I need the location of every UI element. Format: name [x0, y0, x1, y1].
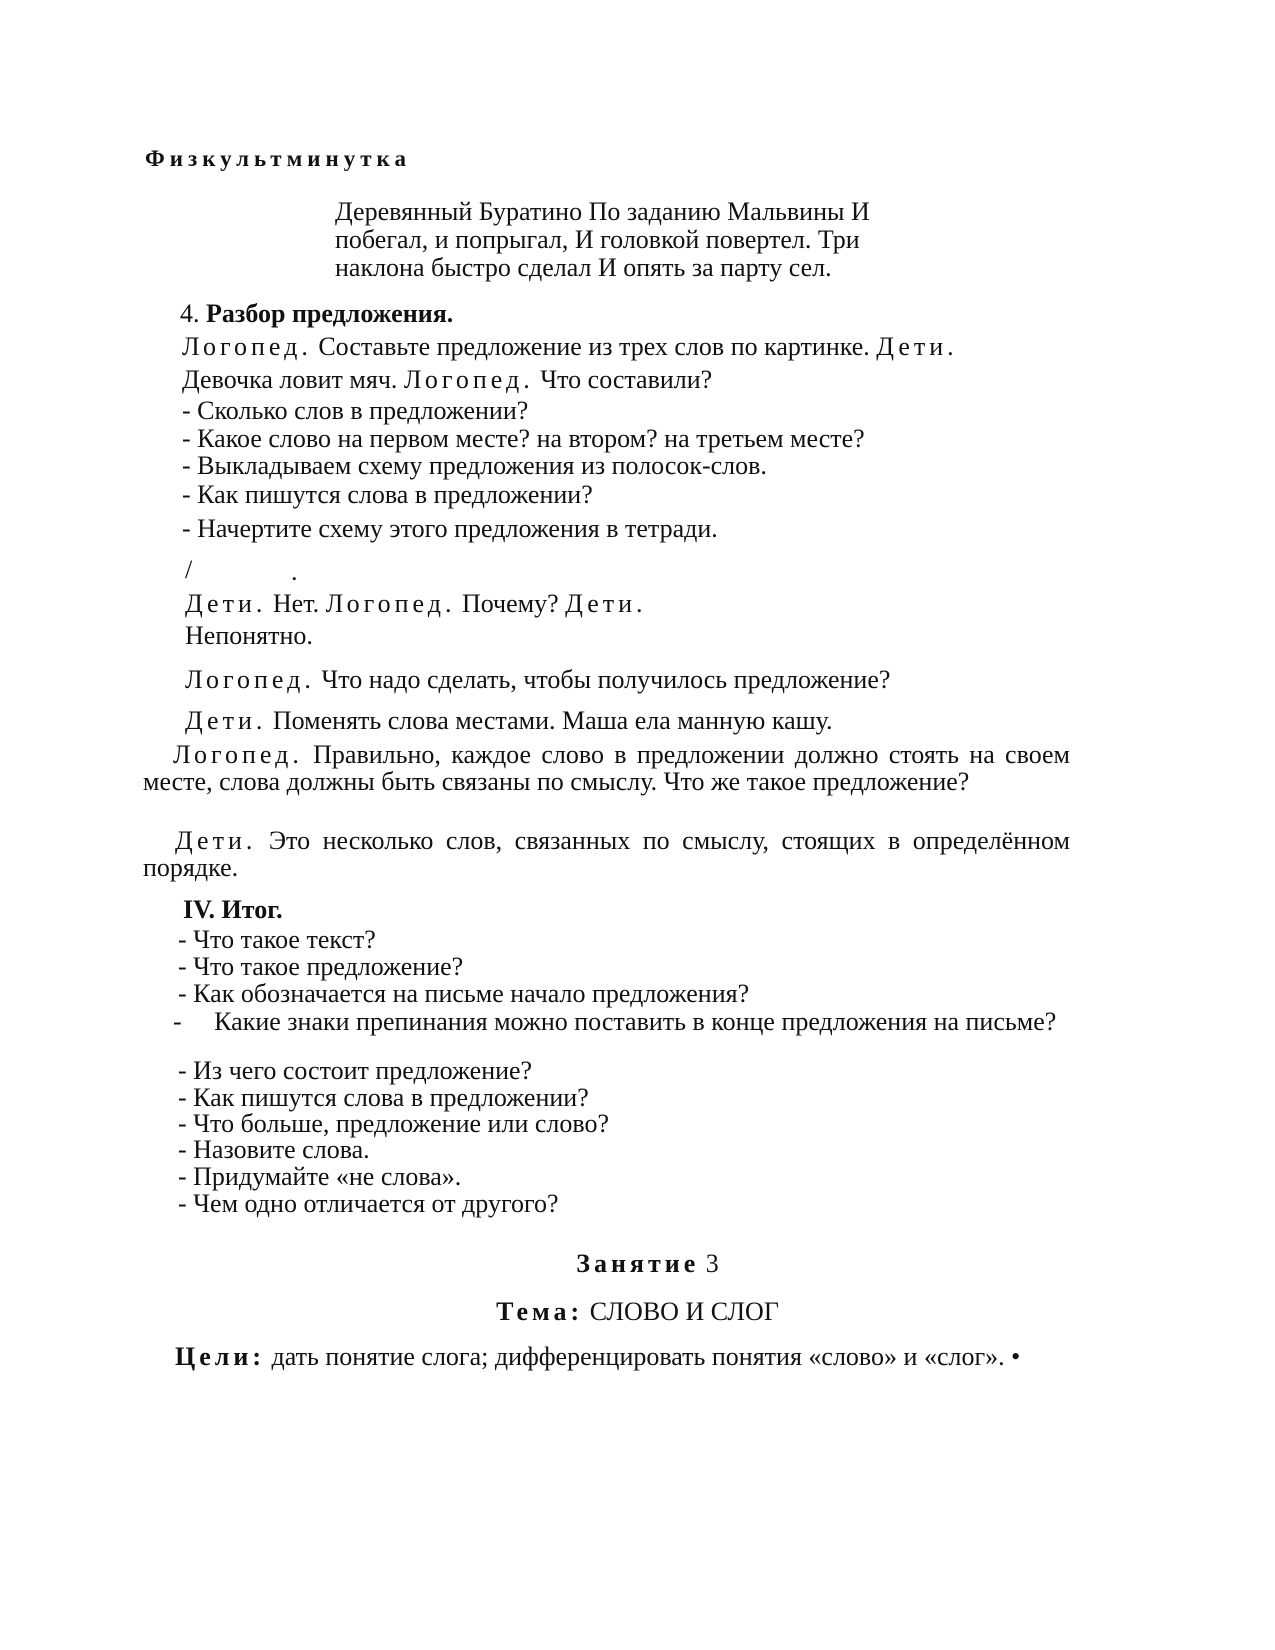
- summary-item: - Как пишутся слова в предложении?: [178, 1083, 589, 1112]
- section-4-heading: [180, 300, 453, 328]
- goals-paragraph: [143, 1343, 1070, 1370]
- question: - Сколько слов в предложении?: [182, 396, 529, 425]
- speaker: Логопед.: [403, 365, 534, 394]
- summary-item: - Как обозначается на письме начало предложения?: [178, 979, 750, 1008]
- section-number: 4.: [180, 299, 200, 328]
- speech: Что составили?: [540, 365, 713, 394]
- question: - Выкладываем схему предложения из полосок-слов.: [182, 451, 767, 480]
- speaker: Дети.: [175, 826, 257, 855]
- speaker: Логопед.: [325, 589, 456, 618]
- dialogue-line: [185, 707, 833, 735]
- summary-item: - Что такое текст?: [178, 925, 376, 954]
- lesson-number: 3: [705, 1249, 719, 1278]
- speaker: Дети.: [565, 589, 647, 618]
- speech: Непонятно.: [185, 621, 313, 650]
- scheme-slash: /: [185, 555, 193, 584]
- question: - Начертите схему этого предложения в тетради.: [182, 514, 718, 543]
- summary-heading: IV. Итог.: [183, 895, 283, 924]
- lesson-heading: [0, 1250, 1275, 1278]
- goals-label: Цели:: [175, 1342, 265, 1371]
- paragraph: [143, 827, 1070, 881]
- lesson-label: Занятие: [576, 1249, 700, 1278]
- summary-item: - Чем одно отличается от другого?: [178, 1189, 559, 1218]
- speaker: Дети.: [876, 332, 958, 361]
- poem-line: Деревянный Буратино По заданию Мальвины И: [335, 197, 870, 226]
- speaker: Дети.: [185, 589, 267, 618]
- dialogue-line: [185, 590, 647, 618]
- dialogue-line: [182, 366, 712, 394]
- speech: Нет.: [272, 589, 320, 618]
- speech: Поменять слова местами. Маша ела манную кашу.: [272, 706, 833, 735]
- speech: Составьте предложение из трех слов по картинке.: [318, 332, 870, 361]
- heading: Физкультминутка: [145, 146, 411, 171]
- speech: Это несколько слов, связанных по смыслу, стоящих в определённом порядке.: [143, 826, 1070, 882]
- dialogue-line: [185, 666, 890, 694]
- summary-item: - Придумайте «не слова».: [178, 1162, 462, 1191]
- speaker: Логопед.: [182, 332, 312, 361]
- topic-value: СЛОВО И СЛОГ: [589, 1297, 779, 1326]
- summary-item: - Из чего состоит предложение?: [178, 1056, 533, 1085]
- summary-item: - Что больше, предложение или слово?: [178, 1109, 610, 1138]
- speech: Девочка ловит мяч.: [182, 365, 398, 394]
- section-title: Разбор предложения.: [206, 299, 454, 328]
- question: - Какое слово на первом месте? на втором? на третьем месте?: [182, 424, 865, 453]
- question: - Как пишутся слова в предложении?: [182, 480, 593, 509]
- speech: Что надо сделать, чтобы получилось предложение?: [321, 665, 891, 694]
- summary-item: - Назовите слова.: [178, 1135, 370, 1164]
- speech: Почему?: [461, 589, 559, 618]
- goals-text: дать понятие слога; дифференцировать понятия «слово» и «слог». •: [271, 1342, 1021, 1371]
- speaker: Логопед.: [185, 665, 315, 694]
- topic-label: Тема:: [496, 1297, 584, 1326]
- summary-item: - Какие знаки препинания можно поставить в конце предложения на письме?: [173, 1007, 1057, 1036]
- speech: Правильно, каждое слово в предложении должно стоять на своем месте, слова должны быть связаны по смыслу. Что же такое предложение?: [143, 740, 1070, 796]
- topic-heading: [0, 1298, 1275, 1326]
- dialogue-line: [182, 333, 958, 361]
- speaker: Логопед.: [173, 740, 303, 769]
- paragraph: [143, 741, 1070, 795]
- speaker: Дети.: [185, 706, 267, 735]
- scheme-dot: .: [291, 557, 298, 586]
- poem-line: наклона быстро сделал И опять за парту сел.: [335, 253, 832, 282]
- summary-item: - Что такое предложение?: [178, 952, 464, 981]
- poem-line: побегал, и попрыгал, И головкой повертел. Три: [335, 225, 860, 254]
